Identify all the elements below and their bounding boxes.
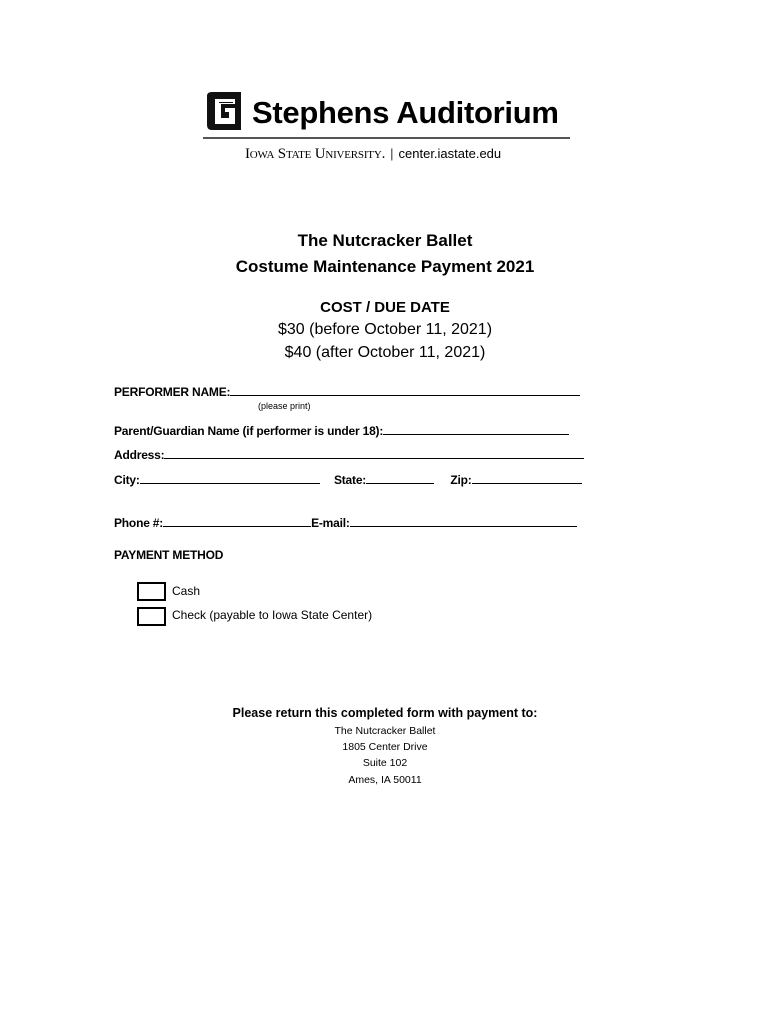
phone-label: Phone #: [114,516,164,530]
cash-checkbox[interactable] [137,582,166,601]
please-print-note: (please print) [258,401,311,411]
email-input[interactable] [350,514,577,527]
website-url: center.iastate.edu [398,146,502,161]
return-address-line: 1805 Center Drive [342,741,428,753]
check-label: Check (payable to Iowa State Center) [172,608,373,622]
address-input[interactable] [164,446,584,459]
city-label: City: [114,473,140,487]
state-input[interactable] [366,471,434,484]
zip-input[interactable] [472,471,582,484]
university-line [245,146,501,163]
zip-label: Zip: [450,473,472,487]
parent-name-field [114,422,569,438]
header-separator: | [390,146,394,161]
brand-divider [203,137,570,139]
cash-label: Cash [172,584,201,598]
university-name: Iowa State University. [245,146,386,162]
performer-name-field [114,383,580,399]
phone-input[interactable] [163,514,311,527]
address-field [114,446,584,462]
performer-name-input[interactable] [230,383,580,396]
stephens-logo-icon [203,90,245,132]
cost-before-date: $30 (before October 11, 2021) [277,321,493,338]
payment-method-heading: PAYMENT METHOD [114,548,224,562]
email-label: E-mail: [311,516,350,530]
check-checkbox[interactable] [137,607,166,626]
document-subtitle: Costume Maintenance Payment 2021 [235,257,535,276]
document-title: The Nutcracker Ballet [297,231,473,250]
performer-name-label: PERFORMER NAME: [114,385,231,399]
cost-heading: COST / DUE DATE [320,299,450,316]
city-state-zip-row [114,471,582,487]
brand-name: Stephens Auditorium [252,95,559,130]
phone-email-row [114,514,577,530]
address-label: Address: [114,448,165,462]
state-label: State: [333,473,367,487]
parent-name-input[interactable] [383,422,569,435]
return-address-line: Ames, IA 50011 [348,774,422,786]
return-instructions: Please return this completed form with payment to: [232,706,538,720]
cost-after-date: $40 (after October 11, 2021) [284,344,486,361]
parent-name-label: Parent/Guardian Name (if performer is under 18): [114,424,384,438]
return-address-line: The Nutcracker Ballet [334,725,436,737]
city-input[interactable] [140,471,320,484]
return-address-line: Suite 102 [362,757,408,769]
